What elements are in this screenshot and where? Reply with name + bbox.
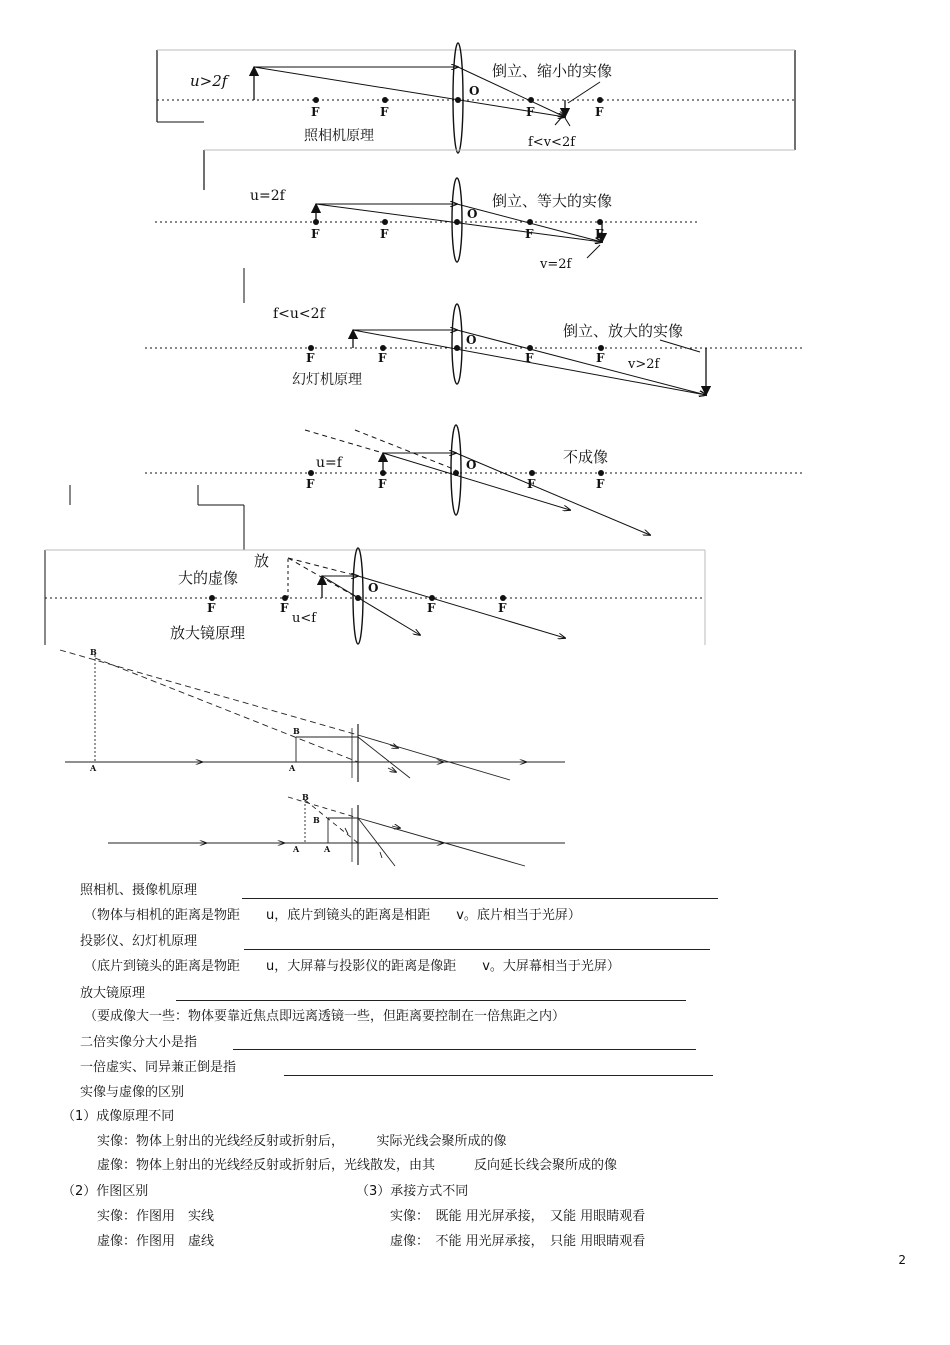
d6-point-a: A [289,763,296,773]
diagram-camera [157,43,795,153]
d6-point-a: A [90,763,97,773]
d5-focal-label: F [207,601,216,615]
diagram-sketch-1 [60,650,565,782]
d4-focal-label: F [527,477,536,491]
d4-focal-label: F [306,477,315,491]
double-focal-blank[interactable] [233,1049,696,1050]
d2-u-label: u=2f [250,188,285,204]
projector-note: （底片到镜头的距离是物距 u，大屏幕与投影仪的距离是像距 v。大屏幕相当于光屏） [84,959,620,974]
item3-heading: （3）承接方式不同 [356,1184,469,1199]
d1-name-label: 照相机原理 [304,128,374,144]
magnifier-blank[interactable] [176,1000,686,1001]
single-focal-label: 一倍虚实、同异兼正倒是指 [80,1060,237,1075]
d1-focal-label: F [526,105,535,119]
d3-name-label: 幻灯机原理 [292,372,362,388]
d5-focal-label: F [498,601,507,615]
d1-v-label: f<v<2f [528,135,576,150]
d2-focal-label: F [595,227,604,241]
d2-focal-label: F [311,227,320,241]
page-number: 2 [898,1253,906,1267]
d2-focal-label: F [380,227,389,241]
d7-point-a: A [293,844,300,854]
magnifier-label: 放大镜原理 [80,986,146,1001]
item2-heading: （2）作图区别 [62,1184,149,1199]
d4-focal-label: F [596,477,605,491]
d3-focal-label: F [525,351,534,365]
d3-u-label: f<u<2f [273,306,325,322]
d1-focal-label: F [595,105,604,119]
d4-image-label: 不成像 [563,448,609,466]
d3-focal-label: F [378,351,387,365]
d2-v-label: v=2f [540,257,572,272]
d4-center-label: O [466,458,477,472]
d1-focal-label: F [311,105,320,119]
diagram-sketch-2 [108,797,565,866]
real-virtual-heading: 实像与虚像的区别 [80,1085,185,1100]
item2-virtual: 虚像：作图用 虚线 [97,1234,215,1249]
d7-point-a: A [324,844,331,854]
diagram-projector [145,268,805,395]
d3-image-label: 倒立、放大的实像 [563,322,684,340]
d1-center-label: O [469,84,480,98]
d3-focal-label: F [596,351,605,365]
item2-real: 实像：作图用 实线 [97,1209,215,1224]
camera-blank[interactable] [242,898,718,899]
projector-label: 投影仪、幻灯机原理 [80,934,198,949]
d2-image-label: 倒立、等大的实像 [492,192,613,210]
d2-focal-label: F [525,227,534,241]
diagram-no-image [70,425,805,550]
d3-focal-label: F [306,351,315,365]
d5-u-label: u<f [292,611,317,626]
d4-u-label: u=f [316,455,342,471]
item1-virtual: 虚像：物体上射出的光线经反射或折射后，光线散发，由其 反向延长线会聚所成的像 [97,1158,618,1173]
d6-point-b: B [293,726,300,736]
d3-v-label: v>2f [628,357,660,372]
d5-focal-label: F [280,601,289,615]
camera-note: （物体与相机的距离是物距 u，底片到镜头的距离是相距 v。底片相当于光屏） [84,908,581,923]
d7-point-b: B [302,792,309,802]
d5-image-label-2: 大的虚像 [178,569,239,587]
d6-point-b: B [90,647,97,657]
camera-label: 照相机、摄像机原理 [80,883,198,898]
d2-center-label: O [467,207,478,221]
projector-blank[interactable] [244,949,710,950]
item1-heading: （1）成像原理不同 [62,1109,175,1124]
d5-focal-label: F [427,601,436,615]
item1-real: 实像：物体上射出的光线经反射或折射后， 实际光线会聚所成的像 [97,1134,507,1149]
d5-name-label: 放大镜原理 [170,624,246,642]
double-focal-label: 二倍实像分大小是指 [80,1035,198,1050]
d5-center-label: O [368,581,379,595]
d1-image-label: 倒立、缩小的实像 [492,62,613,80]
item3-virtual: 虚像： 不能 用光屏承接， 只能 用眼睛观看 [390,1234,646,1249]
d4-focal-label: F [378,477,387,491]
d1-focal-label: F [380,105,389,119]
magnifier-note: （要成像大一些：物体要靠近焦点即远离透镜一些，但距离要控制在一倍焦距之内） [84,1009,566,1024]
d7-point-b: B [313,815,320,825]
d5-image-label-1: 放 [254,552,270,570]
single-focal-blank[interactable] [284,1075,713,1076]
item3-real: 实像： 既能 用光屏承接， 又能 用眼睛观看 [390,1209,646,1224]
diagram-magnifier [45,548,705,645]
d1-u-label: u>2f [190,72,228,90]
d3-center-label: O [466,333,477,347]
diagram-equal [155,150,795,262]
